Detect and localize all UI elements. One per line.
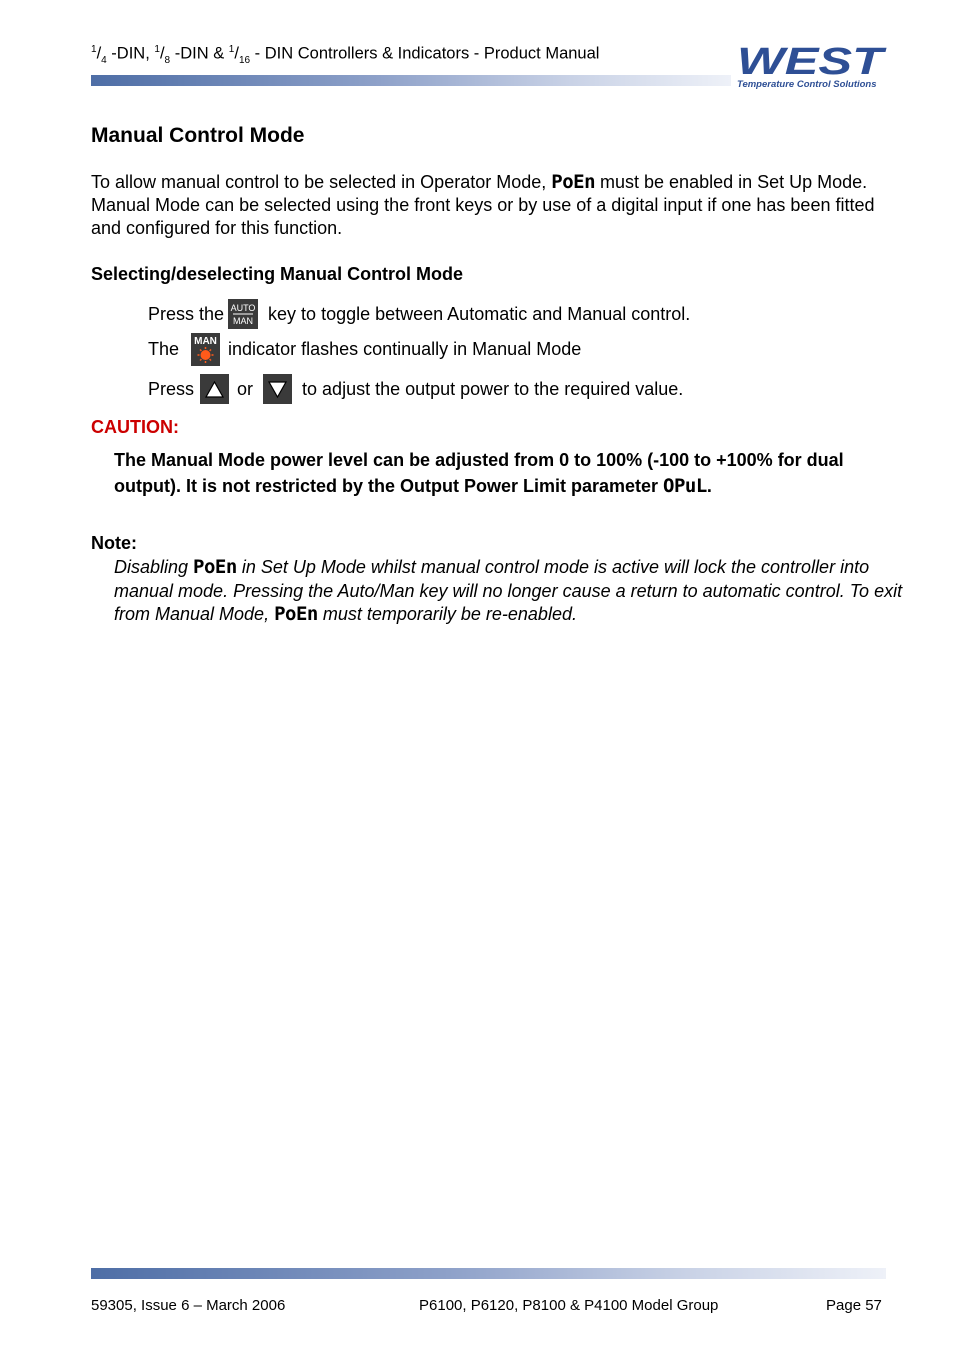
- man-indicator-icon: [191, 333, 220, 366]
- west-logo: [733, 44, 889, 90]
- poen-param: PoEn: [274, 603, 318, 625]
- up-arrow-key-icon: [200, 374, 229, 404]
- svg-text:Temperature Control Solutions: Temperature Control Solutions: [737, 79, 877, 90]
- note-label: Note:: [91, 533, 137, 553]
- step-adjust-power: Press or to adjust the output power to the required value.: [148, 374, 683, 404]
- footer-issue: 59305, Issue 6 – March 2006: [91, 1297, 286, 1314]
- step-man-indicator: The MAN indicator flashes continually in Manual Mode: [148, 333, 581, 366]
- svg-text:MAN: MAN: [194, 336, 217, 347]
- section-title: Manual Control Mode: [91, 124, 305, 147]
- footer-bar: [91, 1268, 886, 1279]
- note-text: Disabling PoEn in Set Up Mode whilst manual control mode is active will lock the controller into manual mode. Pressing the Auto/Man key will no longer cause a return to automatic control. To exit from Manual Mode, PoEn must temporarily be re-enabled.: [114, 556, 903, 625]
- poen-param: PoEn: [551, 171, 596, 193]
- svg-text:AUTO: AUTO: [230, 303, 256, 313]
- opul-param: OPuL: [663, 475, 707, 497]
- poen-param: PoEn: [193, 556, 237, 578]
- header-title: $^1/_4$ -DIN, $^1/_8$ -DIN & $^1/_{16}$ - DIN Controllers & Indicators - Product Manual: [91, 44, 600, 66]
- svg-text:MAN: MAN: [233, 316, 254, 326]
- caution-text: The Manual Mode power level can be adjusted from 0 to 100% (-100 to +100% for dual output). It is not restricted by the Output Power Limit parameter OPuL.: [114, 450, 844, 497]
- auto-man-key-icon: [228, 299, 258, 329]
- caution-label: CAUTION:: [91, 417, 179, 437]
- footer-model-group: P6100, P6120, P8100 & P4100 Model Group: [419, 1297, 719, 1314]
- intro-paragraph: To allow manual control to be selected in Operator Mode, PoEn must be enabled in Set Up Mode. Manual Mode can be selected using the front keys or by use of a digital input if one has been fitted and configured for this function.: [91, 171, 875, 238]
- step-press-auto-man: Press the AUTO MAN key to toggle between Automatic and Manual control.: [148, 299, 690, 329]
- footer-page-number: Page 57: [826, 1297, 882, 1314]
- header-bar: [91, 75, 731, 86]
- svg-text:WEST: WEST: [737, 44, 887, 83]
- subsection-title: Selecting/deselecting Manual Control Mode: [91, 264, 464, 284]
- down-arrow-key-icon: [263, 374, 292, 404]
